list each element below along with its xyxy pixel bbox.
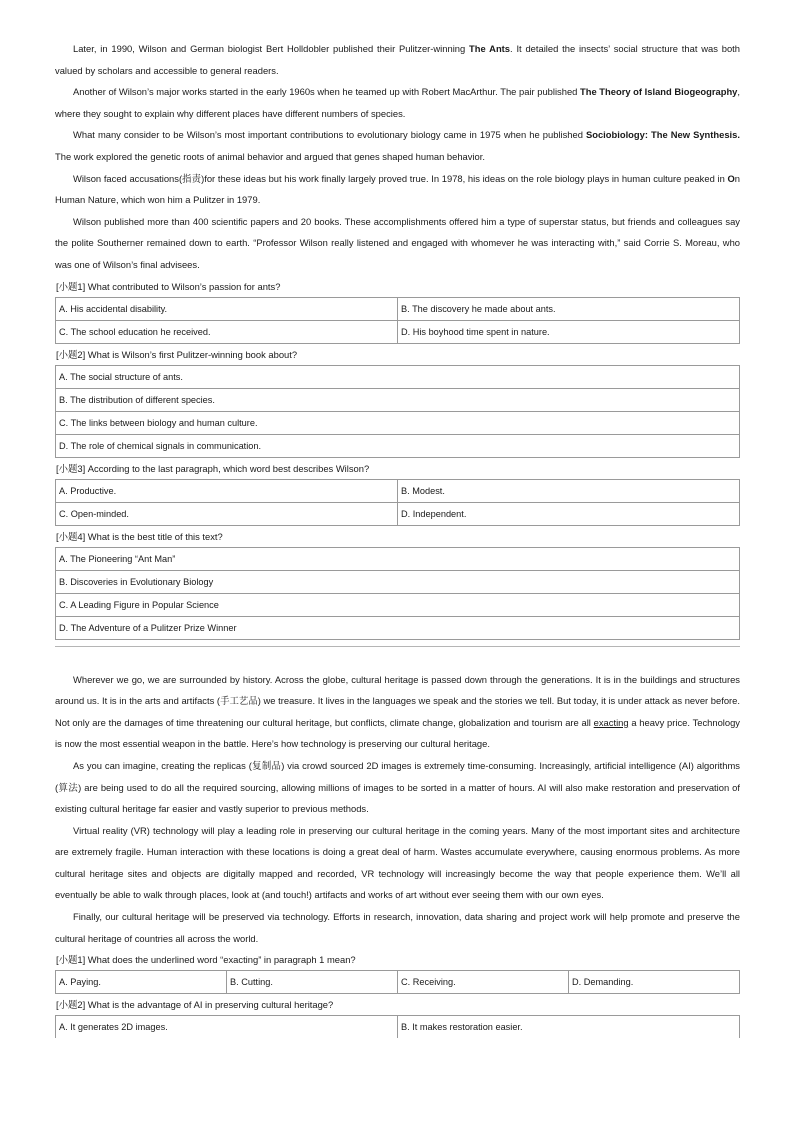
- question-stem: [小题1] What does the underlined word “exacting” in paragraph 1 mean?: [56, 954, 356, 966]
- book-title: O: [727, 172, 735, 184]
- book-title: The Theory of Island Biogeography: [580, 86, 738, 98]
- book-title: Sociobiology: The New Synthesis.: [585, 129, 740, 141]
- option-c[interactable]: C. The links between biology and human culture.: [56, 411, 740, 434]
- text-run: The work explored the genetic roots of animal behavior and argued that genes shaped human behavior.: [55, 150, 485, 162]
- option-b[interactable]: B. It makes restoration easier.: [398, 1016, 740, 1039]
- options-table: [55, 1015, 740, 1038]
- options-table: [55, 365, 740, 458]
- text-run: n Human Nature, which won him a Pulitzer in 1979.: [55, 172, 740, 206]
- passage2-paragraph-2: As you can imagine, creating the replicas (复制品) via crowd sourced 2D images is extremely time-consuming. Increasingly, artificial intelligence (AI) algorithms (算法) are being used to do all the required sourcing, allowing millions of images to be sorted in a matter of hours. AI will also make restoration and preservation of existing cultural heritage far easier and vastly superior to previous methods.: [55, 759, 740, 815]
- option-c[interactable]: C. Receiving.: [398, 971, 569, 994]
- option-a[interactable]: A. The social structure of ants.: [56, 365, 740, 388]
- option-c[interactable]: C. The school education he received.: [56, 320, 398, 343]
- option-a[interactable]: A. His accidental disability.: [56, 297, 398, 320]
- options-table: [55, 479, 740, 526]
- option-b[interactable]: B. The distribution of different species.: [56, 388, 740, 411]
- text-run: What many consider to be Wilson’s most important contributions to evolutionary biology came in 1975 when he published: [73, 129, 586, 141]
- section-divider: [55, 646, 740, 647]
- passage2-paragraph-4: Finally, our cultural heritage will be preserved via technology. Efforts in research, innovation, data sharing and project work will help promote and preserve the cultural heritage of countries all across the world.: [55, 911, 740, 944]
- passage1-paragraph-4: [55, 168, 740, 211]
- option-c[interactable]: C. A Leading Figure in Popular Science: [56, 593, 740, 616]
- text-run: Another of Wilson’s major works started in the early 1960s when he teamed up with Robert MacArthur. The pair published: [73, 86, 581, 98]
- option-c[interactable]: C. Open-minded.: [56, 502, 398, 525]
- text-run: Later, in 1990, Wilson and German biologist Bert Holldobler published their Pulitzer-winning: [73, 43, 470, 54]
- underlined-word: exacting: [593, 716, 629, 728]
- option-a[interactable]: A. It generates 2D images.: [56, 1016, 398, 1039]
- option-b[interactable]: B. Discoveries in Evolutionary Biology: [56, 570, 740, 593]
- option-a[interactable]: A. The Pioneering “Ant Man”: [56, 547, 740, 570]
- option-b[interactable]: B. Modest.: [398, 479, 740, 502]
- passage1-paragraph-2: [55, 81, 740, 124]
- options-table: [55, 297, 740, 344]
- option-a[interactable]: A. Productive.: [56, 479, 398, 502]
- option-b[interactable]: B. The discovery he made about ants.: [398, 297, 740, 320]
- options-table: [55, 547, 740, 640]
- passage2-paragraph-1: [55, 669, 740, 755]
- book-title: The Ants: [469, 43, 511, 54]
- option-d[interactable]: D. Demanding.: [569, 971, 740, 994]
- text-run: . It detailed the insects’ social structure that was both valued by scholars and accessible to general readers.: [55, 43, 740, 76]
- question-stem: [小题1] What contributed to Wilson’s passion for ants?: [56, 280, 281, 292]
- question-stem: [小题4] What is the best title of this text?: [56, 530, 223, 542]
- text-run: Wherever we go, we are surrounded by history. Across the globe, cultural heritage is passed down through the generations. It is in the buildings and structures around us. It is in the arts and artifacts (手工艺品) we treasure. It lives in the languages we speak and the stories we tell. But today, it is under attack as never before. Not only are the damages of time threatening our cultural heritage, but conflicts, climate change, globalization and tourism are all: [55, 673, 740, 728]
- text-run: a heavy price. Technology is now the most essential weapon in the battle. Here’s how technology is preserving our cultural heritage.: [55, 716, 740, 750]
- question-stem: [小题3] According to the last paragraph, which word best describes Wilson?: [56, 462, 370, 474]
- option-d[interactable]: D. Independent.: [398, 502, 740, 525]
- passage1-paragraph-5: Wilson published more than 400 scientific papers and 20 books. These accomplishments offered him a type of superstar status, but friends and colleagues say the polite Southerner remained down to earth. “Professor Wilson really listened and engaged with whomever he was interacting with,” said Corrie S. Moreau, who was one of Wilson’s final advisees.: [55, 215, 740, 270]
- option-d[interactable]: D. His boyhood time spent in nature.: [398, 320, 740, 343]
- option-b[interactable]: B. Cutting.: [227, 971, 398, 994]
- question-stem: [小题2] What is the advantage of AI in preserving cultural heritage?: [56, 999, 334, 1011]
- option-a[interactable]: A. Paying.: [56, 971, 227, 994]
- option-d[interactable]: D. The role of chemical signals in communication.: [56, 434, 740, 457]
- passage1-paragraph-1: [55, 38, 740, 81]
- text-run: Wilson faced accusations(指责)for these ideas but his work finally largely proved true. In 1978, his ideas on the role biology plays in human culture peaked in: [73, 172, 728, 184]
- options-table: [55, 970, 740, 994]
- text-run: , where they sought to explain why different places have different numbers of species.: [55, 86, 740, 119]
- question-stem: [小题2] What is Wilson’s first Pulitzer-winning book about?: [56, 348, 298, 360]
- passage2-paragraph-3: Virtual reality (VR) technology will play a leading role in preserving our cultural heritage in the coming years. Many of the most important sites and architecture are extremely fragile. Human interaction with these locations is doing a great deal of harm. Wastes accumulate everywhere, causing enormous problems. As more cultural heritage sites and objects are digitally mapped and recorded, VR technology will increasingly become the way that people experience them. We’ll all eventually be able to walk through places, look at (and touch!) artifacts and works of art without ever seeing them with our own eyes.: [55, 824, 740, 901]
- passage1-paragraph-3: [55, 124, 740, 167]
- option-d[interactable]: D. The Adventure of a Pulitzer Prize Winner: [56, 616, 740, 639]
- document-content: [55, 38, 740, 1038]
